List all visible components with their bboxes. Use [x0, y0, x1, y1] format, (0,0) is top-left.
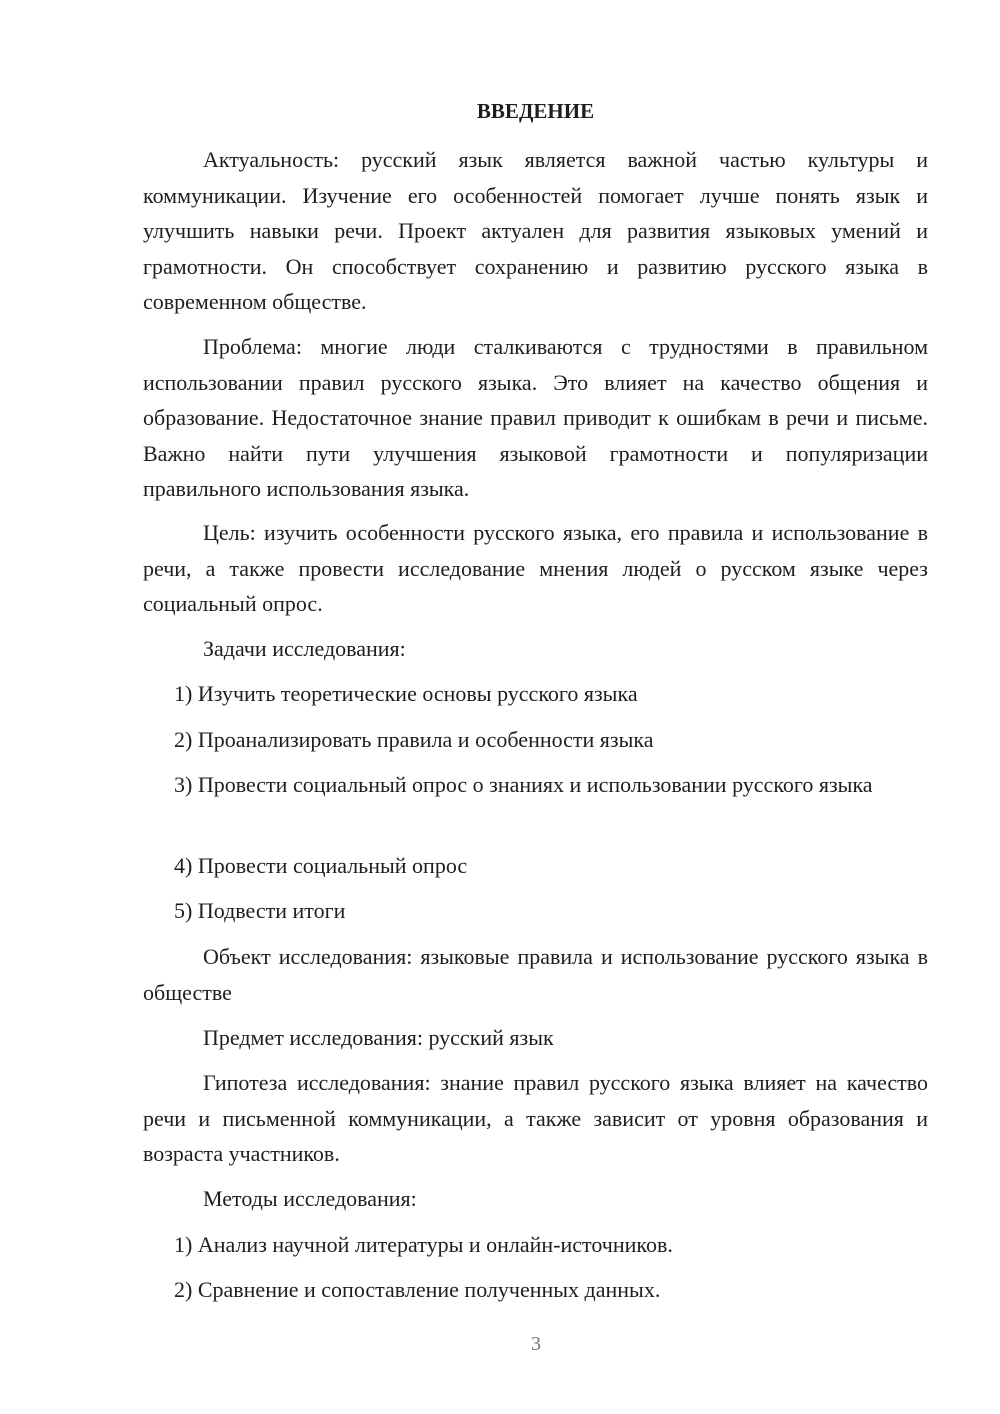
method-item: 1) Анализ научной литературы и онлайн-источников.	[174, 1232, 673, 1257]
problem-paragraph: Проблема: многие люди сталкиваются с трудностями в правильном использовании правил русского языка. Это влияет на качество общения и образование. Недостаточное знание правил приводит к ошибкам в речи и письме. Важно найти пути улучшения языковой грамотности и популяризации правильного использования языка.	[143, 334, 928, 501]
task-item: 3) Провести социальный опрос о знаниях и использовании русского языка	[174, 772, 873, 797]
task-item: 2) Проанализировать правила и особенности языка	[174, 727, 654, 752]
task-item: 5) Подвести итоги	[174, 898, 346, 923]
task-item: 1) Изучить теоретические основы русского языка	[174, 681, 638, 706]
task-item: 4) Провести социальный опрос	[174, 853, 468, 878]
subject-paragraph: Предмет исследования: русский язык	[203, 1025, 554, 1050]
tasks-heading: Задачи исследования:	[203, 636, 406, 661]
page-number: 3	[531, 1333, 541, 1355]
object-paragraph: Объект исследования: языковые правила и использование русского языка в обществе	[143, 944, 928, 1005]
goal-paragraph: Цель: изучить особенности русского языка, его правила и использование в речи, а также провести исследование мнения людей о русском языке через социальный опрос.	[143, 520, 928, 616]
relevance-paragraph: Актуальность: русский язык является важной частью культуры и коммуникации. Изучение его особенностей помогает лучше понять язык и улучшить навыки речи. Проект актуален для развития языковых умений и грамотности. Он способствует сохранению и развитию русского языка в современном обществе.	[143, 147, 928, 314]
page-title: ВВЕДЕНИЕ	[476, 99, 595, 123]
method-item: 2) Сравнение и сопоставление полученных данных.	[174, 1277, 661, 1302]
hypothesis-paragraph: Гипотеза исследования: знание правил русского языка влияет на качество речи и письменной коммуникации, а также зависит от уровня образования и возраста участников.	[143, 1070, 928, 1166]
methods-heading: Методы исследования:	[203, 1186, 417, 1211]
